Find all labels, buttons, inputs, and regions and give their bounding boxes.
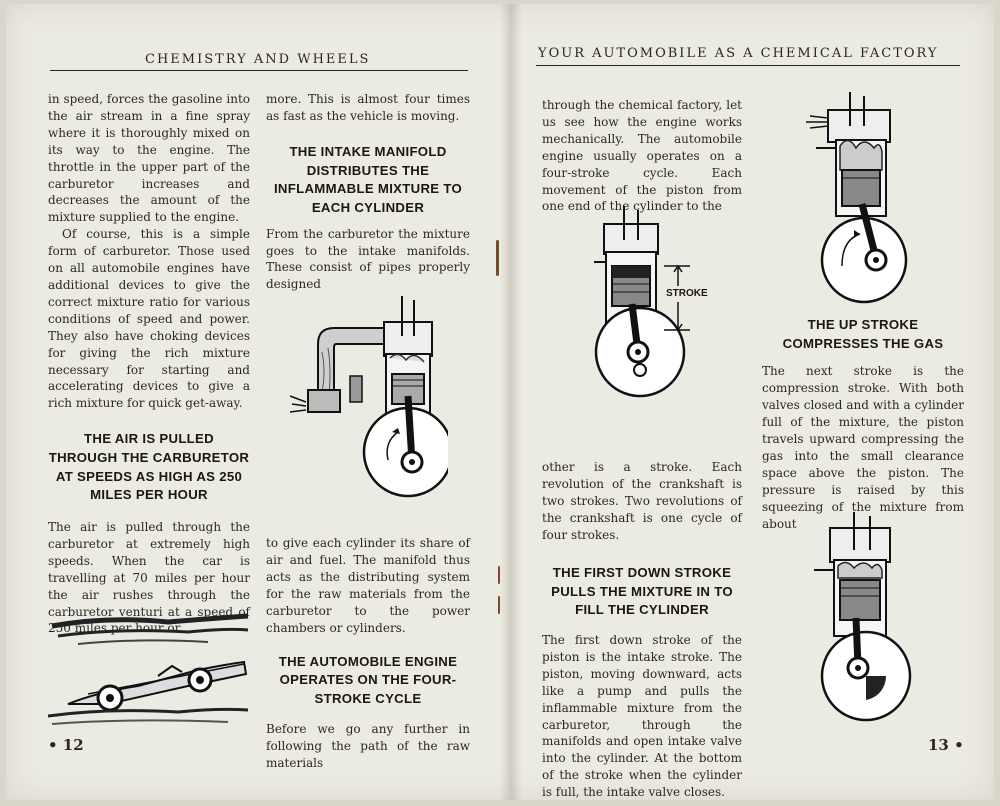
- staple-bottom-b: [498, 596, 500, 614]
- section-heading: THE INTAKE MANIFOLD DISTRIBUTES THE INFLAMMABLE MIXTURE TO EACH CYLINDER: [273, 143, 463, 215]
- right-head-rule: [536, 65, 960, 66]
- paragraph: From the carburetor the mixture goes to the intake manifolds. These consist of pipes properly designed: [266, 226, 470, 292]
- left-running-head: CHEMISTRY AND WHEELS: [145, 52, 371, 67]
- section-heading: THE FIRST DOWN STROKE PULLS THE MIXTURE IN TO FILL THE CYLINDER: [551, 564, 733, 618]
- paragraph: to give each cylinder its share of air and fuel. The manifold thus acts as the distributing system for the raw materials from the carburetor to the power chambers or cylinders.: [266, 536, 470, 635]
- stroke-label: STROKE: [666, 288, 708, 299]
- staple-bottom-a: [498, 566, 500, 584]
- section-heading: THE AIR IS PULLED THROUGH THE CARBURETOR AT SPEEDS AS HIGH AS 250 MILES PER HOUR: [48, 431, 250, 503]
- stroke-diagram-illustration: [590, 204, 722, 418]
- right-column-1: [542, 97, 742, 801]
- left-column-1: [48, 91, 250, 637]
- intake-manifold-illustration: [288, 292, 448, 504]
- compression-engine-illustration-bottom: [812, 510, 924, 730]
- compression-engine-illustration-top: [802, 90, 932, 306]
- paragraph: through the chemical factory, let us see how the engine works mechanically. The automobile engine usually operates on a four-stroke cycle. Each movement of the piston from one end of the cylinder to the: [542, 98, 742, 214]
- paragraph: Of course, this is a simple form of carburetor. Those used on all automobile engines have additional devices to give the correct mixture ratio for various conditions of speed and power. They also have choking devices for giving the rich mixture necessary for starting and accelerating devices to give a rich mixture for quick get-away.: [48, 227, 250, 411]
- left-page-number: • 12: [48, 736, 84, 754]
- paragraph: more. This is almost four times as fast as the vehicle is moving.: [266, 92, 470, 123]
- paragraph: in speed, forces the gasoline into the air stream in a fine spray where it is thoroughly mixed on its way to the engine. The throttle in the upper part of the carburetor increases and decreases the amount of the mixture supplied to the engine.: [48, 92, 250, 225]
- right-running-head: YOUR AUTOMOBILE AS A CHEMICAL FACTORY: [538, 46, 939, 61]
- paragraph: The first down stroke of the piston is the intake stroke. The piston, moving downward, acts like a pump and pulls the inflammable mixture from the carburetor, through the manifolds and open intake valve into the cylinder. At the bottom of the stroke when the cylinder is full, the intake valve closes.: [542, 632, 742, 800]
- paragraph: Before we go any further in following the path of the raw materials: [266, 721, 470, 770]
- section-heading: THE UP STROKE COMPRESSES THE GAS: [782, 317, 944, 351]
- page-gutter: [500, 4, 522, 800]
- book-spread: [6, 4, 994, 800]
- left-head-rule: [50, 70, 468, 71]
- racing-car-illustration: [48, 608, 253, 728]
- section-heading: THE AUTOMOBILE ENGINE OPERATES ON THE FOUR-STROKE CYCLE: [278, 653, 458, 707]
- paragraph: other is a stroke. Each revolution of the crankshaft is two strokes. Two revolutions of the crankshaft is one cycle of four strokes.: [542, 460, 742, 542]
- right-page-number: 13 •: [928, 736, 964, 754]
- staple-top: [496, 240, 499, 276]
- paragraph: The air is pulled through the carburetor at extremely high speeds. When the car is travelling at 70 miles per hour the air rushes through the carburetor venturi at a speed of 250 miles per hour or: [48, 520, 250, 636]
- paragraph: The next stroke is the compression stroke. With both valves closed and with a cylinder full of the mixture, the piston travels upward compressing the gas into the small clearance space above the piston. The pressure is raised by this squeezing of the mixture from about: [762, 364, 964, 531]
- right-column-2: [762, 316, 964, 532]
